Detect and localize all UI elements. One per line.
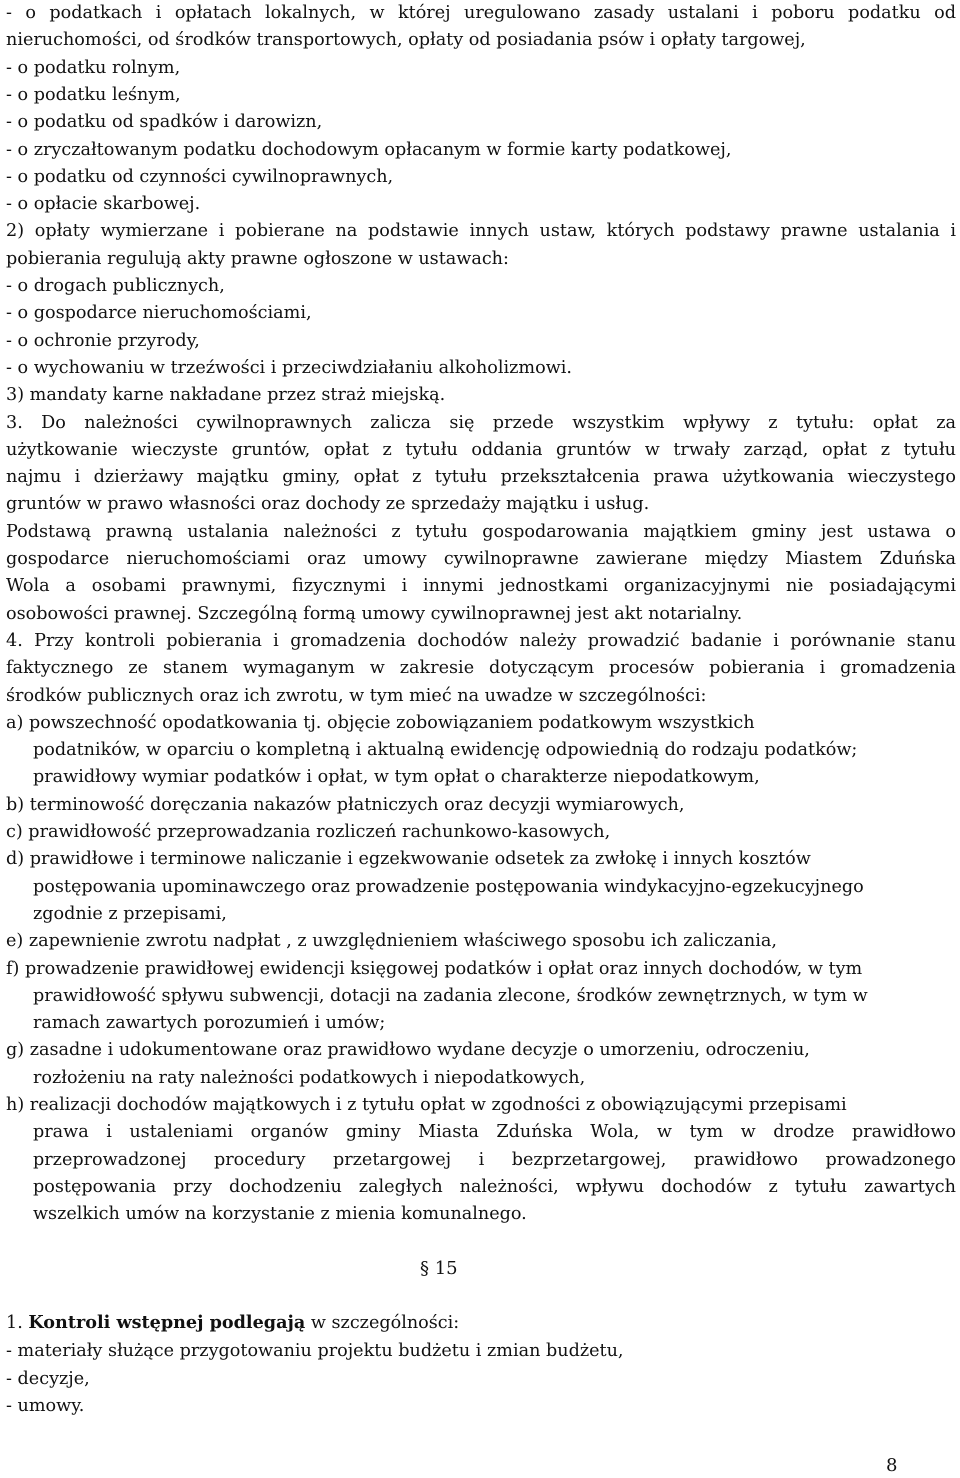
text-line: - o opłacie skarbowej. <box>6 194 201 215</box>
text-line: najmu i dzierżawy majątku gminy, opłat z tytułu przekształcenia prawa użytkowania wieczystego <box>6 467 956 488</box>
text-line: gruntów w prawo własności oraz dochody ze sprzedaży majątku i usług. <box>6 494 650 515</box>
text-line: e) zapewnienie zwrotu nadpłat , z uwzględnieniem właściwego sposobu ich zaliczania, <box>6 931 777 952</box>
text-line: użytkowanie wieczyste gruntów, opłat z tytułu oddania gruntów w trwały zarząd, opłat z tytułu <box>6 439 956 460</box>
tail-line: - umowy. <box>6 1396 85 1416</box>
text-line: - o wychowaniu w trzeźwości i przeciwdziałaniu alkoholizmowi. <box>6 357 572 378</box>
tail-line: - decyzje, <box>6 1369 90 1389</box>
text-line: 3. Do należności cywilnoprawnych zalicza się przede wszystkim wpływy z tytułu: opłat za <box>6 412 956 433</box>
text-line: - o podatku rolnym, <box>6 57 181 78</box>
text-line: zgodnie z przepisami, <box>33 903 227 924</box>
text-line: postępowania upominawczego oraz prowadzenie postępowania windykacyjno-egzekucyjnego <box>33 876 864 897</box>
text-line: 3) mandaty karne nakładane przez straż miejską. <box>6 385 446 406</box>
item-1-number: 1. <box>6 1313 29 1333</box>
section-mark: § 15 <box>420 1258 458 1279</box>
text-line: 4. Przy kontroli pobierania i gromadzenia dochodów należy prowadzić badanie i porównanie stanu <box>6 630 956 651</box>
text-line: - o podatku od spadków i darowizn, <box>6 112 323 133</box>
text-line: - o podatkach i opłatach lokalnych, w której uregulowano zasady ustalani i poboru podatku od <box>6 3 956 23</box>
text-line: - o podatku od czynności cywilnoprawnych, <box>6 166 394 187</box>
text-line: prawa i ustaleniami organów gminy Miasta Zduńska Wola, w tym w drodze prawidłowo <box>33 1122 956 1143</box>
text-line: - o podatku leśnym, <box>6 84 181 105</box>
text-line: pobierania regulują akty prawne ogłoszone w ustawach: <box>6 248 509 269</box>
text-line: prawidłowość spływu subwencji, dotacji na zadania zlecone, środków zewnętrznych, w tym w <box>33 985 868 1006</box>
text-line: a) powszechność opodatkowania tj. objęcie zobowiązaniem podatkowym wszystkich <box>6 712 755 733</box>
item-1-bold-lead: Kontroli wstępnej podlegają <box>28 1312 306 1333</box>
text-line: - o drogach publicznych, <box>6 276 225 296</box>
tail-line: - materiały służące przygotowaniu projektu budżetu i zmian budżetu, <box>6 1341 624 1361</box>
page-number: 8 <box>886 1455 898 1476</box>
text-line: przeprowadzonej procedury przetargowej i bezprzetargowej, prawidłowo prowadzonego <box>33 1149 956 1170</box>
text-line: 2) opłaty wymierzane i pobierane na podstawie innych ustaw, których podstawy prawne ustalania i <box>6 221 956 242</box>
text-line: podatników, w oparciu o kompletną i aktualną ewidencję odpowiednią do rodzaju podatków; <box>33 740 858 761</box>
item-1 <box>6 1310 956 1336</box>
text-line: Wola a osobami prawnymi, fizycznymi i innymi jednostkami organizacyjnymi nie posiadającymi <box>6 576 956 597</box>
text-line: c) prawidłowość przeprowadzania rozliczeń rachunkowo-kasowych, <box>6 822 611 842</box>
text-line: d) prawidłowe i terminowe naliczanie i egzekwowanie odsetek za zwłokę i innych kosztów <box>6 849 811 870</box>
text-line: rozłożeniu na raty należności podatkowych i niepodatkowych, <box>33 1067 586 1088</box>
text-line: h) realizacji dochodów majątkowych i z tytułu opłat w zgodności z obowiązującymi przepisami <box>6 1095 847 1115</box>
text-line: ramach zawartych porozumień i umów; <box>33 1013 386 1034</box>
text-line: nieruchomości, od środków transportowych, opłaty od posiadania psów i opłaty targowej, <box>6 30 806 51</box>
text-line: środków publicznych oraz ich zwrotu, w tym mieć na uwadze w szczególności: <box>6 685 707 706</box>
text-line: prawidłowy wymiar podatków i opłat, w tym opłat o charakterze niepodatkowym, <box>33 767 760 788</box>
text-line: postępowania przy dochodzeniu zaległych należności, wpływu dochodów z tytułu zawartych <box>33 1176 956 1197</box>
text-line: wszelkich umów na korzystanie z mienia komunalnego. <box>33 1204 527 1225</box>
item-1-rest: w szczególności: <box>305 1313 460 1333</box>
text-line: - o zryczałtowanym podatku dochodowym opłacanym w formie karty podatkowej, <box>6 139 732 160</box>
text-line: faktycznego ze stanem wymaganym w zakresie dotyczącym procesów pobierania i gromadzenia <box>6 658 956 679</box>
text-line: g) zasadne i udokumentowane oraz prawidłowo wydane decyzje o umorzeniu, odroczeniu, <box>6 1040 810 1061</box>
text-line: Podstawą prawną ustalania należności z tytułu gospodarowania majątkiem gminy jest ustawa o <box>6 521 956 542</box>
text-line: gospodarce nieruchomościami oraz umowy cywilnoprawne zawierane między Miastem Zduńska <box>6 549 956 569</box>
text-line: - o gospodarce nieruchomościami, <box>6 303 312 324</box>
text-line: f) prowadzenie prawidłowej ewidencji księgowej podatków i opłat oraz innych dochodów, w tym <box>6 958 863 979</box>
text-line: osobowości prawnej. Szczególną formą umowy cywilnoprawnej jest akt notarialny. <box>6 603 743 624</box>
text-line: - o ochronie przyrody, <box>6 330 200 351</box>
text-line: b) terminowość doręczania nakazów płatniczych oraz decyzji wymiarowych, <box>6 794 685 815</box>
